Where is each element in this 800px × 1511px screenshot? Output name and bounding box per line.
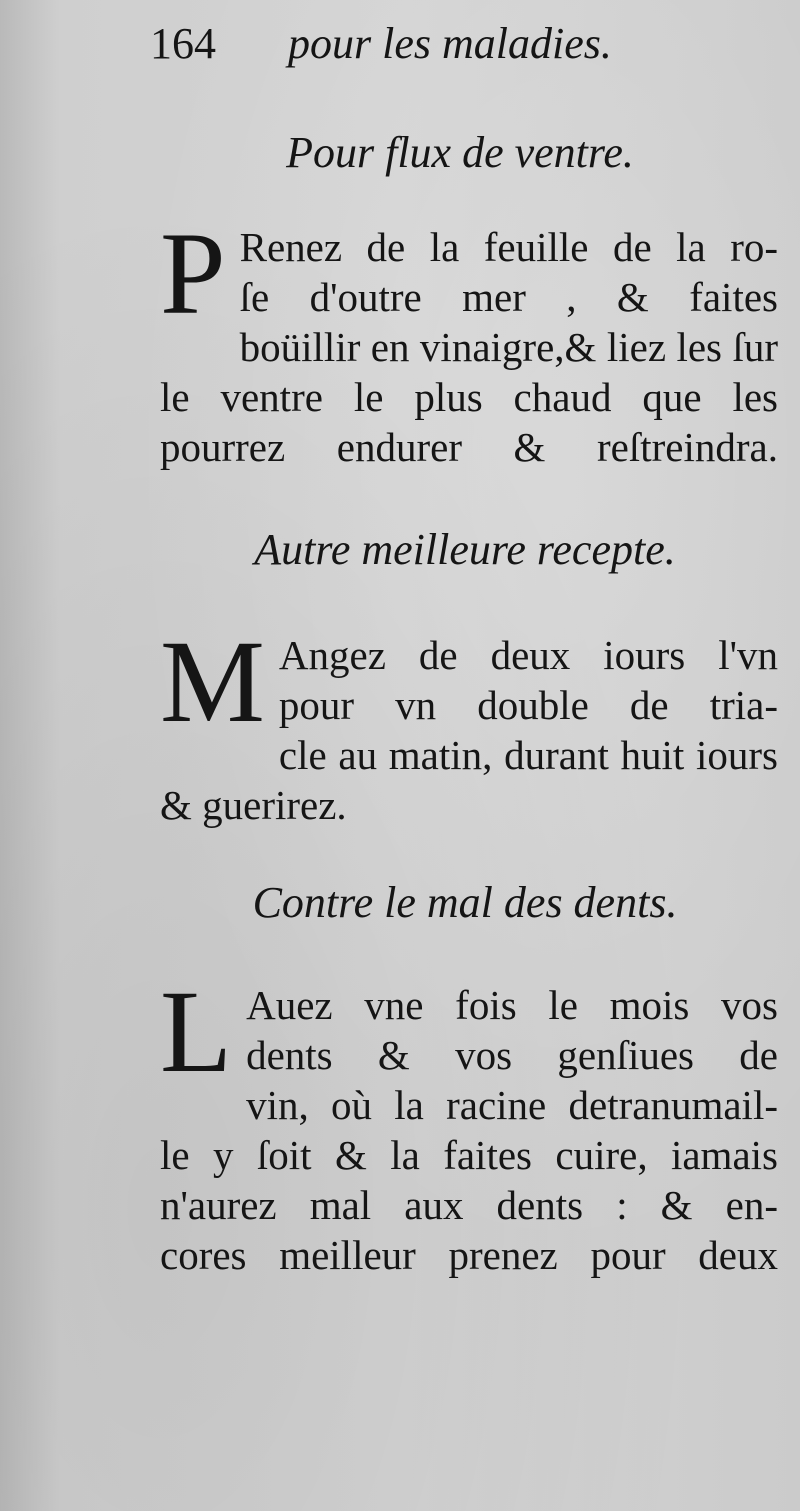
text-line: vin, où la racine detranumail- [246, 1082, 778, 1128]
text-line: le y ſoit & la faites cuire, iamais [160, 1132, 778, 1178]
section-paragraph [160, 208, 778, 472]
text-line: dents & vos genſiues de [246, 1032, 778, 1078]
section-heading: Autre meilleure recepte. [254, 525, 676, 574]
section-heading: Pour flux de ventre. [286, 128, 634, 177]
drop-cap: P [160, 208, 226, 339]
section-heading: Contre le mal des dents. [252, 878, 678, 927]
text-line: pourrez endurer & reſtreindra. [160, 424, 778, 470]
drop-cap: M [160, 616, 265, 747]
text-line: le ventre le plus chaud que les [160, 374, 778, 420]
text-line: & guerirez. [160, 782, 347, 828]
text-line: Auez vne fois le mois vos [246, 982, 778, 1028]
text-line: boüillir en vinaigre,& liez les ſur [239, 324, 778, 370]
page-number: 164 [150, 19, 216, 68]
running-head [150, 18, 630, 78]
text-line: pour vn double de tria- [278, 682, 778, 728]
text-line: Renez de la feuille de la ro- [239, 224, 778, 270]
text-line: cores meilleur prenez pour deux [160, 1232, 778, 1278]
section-paragraph [160, 966, 778, 1280]
section-paragraph [160, 616, 778, 830]
drop-cap: L [160, 966, 233, 1097]
text-line: Angez de deux iours l'vn [278, 632, 778, 678]
text-line: ſe d'outre mer , & faites [239, 274, 778, 320]
text-line: n'aurez mal aux dents : & en- [160, 1182, 778, 1228]
running-title: pour les maladies. [288, 19, 612, 68]
text-line: cle au matin, durant huit iours [278, 732, 778, 778]
